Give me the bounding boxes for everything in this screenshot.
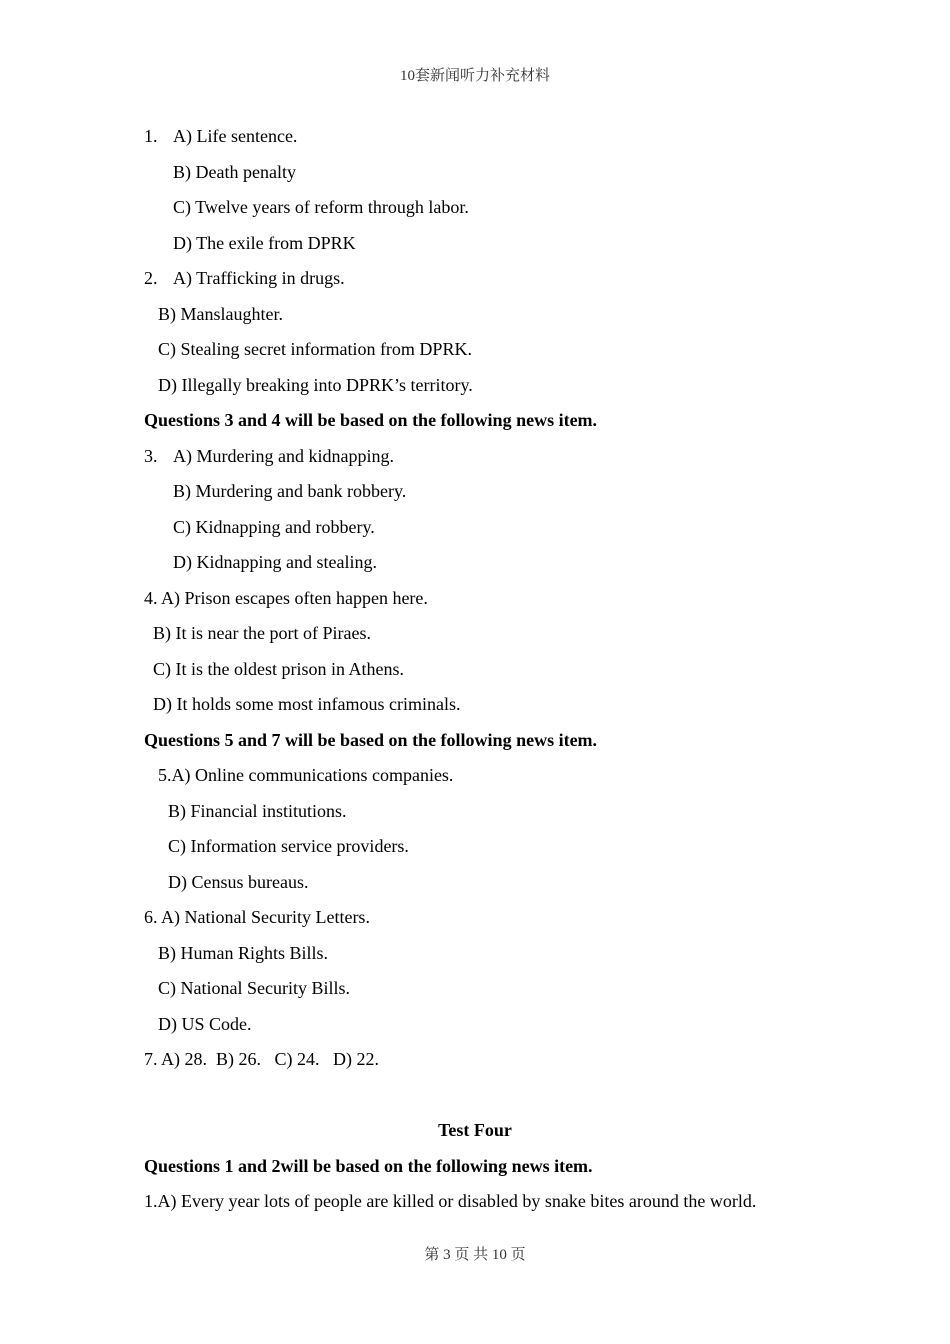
- question-1-option-c: C) Twelve years of reform through labor.: [173, 197, 469, 217]
- page-footer: 第 3 页 共 10 页: [424, 1247, 526, 1263]
- question-1-option-b: B) Death penalty: [173, 162, 296, 182]
- question-4-option-d: D) It holds some most infamous criminals.: [153, 694, 461, 714]
- question-3-option-b: B) Murdering and bank robbery.: [173, 481, 407, 501]
- test-four-question-1-option-a: 1.A) Every year lots of people are killed or disabled by snake bites around the world.: [144, 1191, 757, 1211]
- question-2-option-c: C) Stealing secret information from DPRK.: [158, 339, 472, 359]
- question-5-option-d: D) Census bureaus.: [168, 872, 309, 892]
- question-3-option-c: C) Kidnapping and robbery.: [173, 517, 375, 537]
- question-2-number: 2.: [144, 268, 158, 288]
- question-3-option-d: D) Kidnapping and stealing.: [173, 552, 377, 572]
- section-heading-questions-5-7: Questions 5 and 7 will be based on the following news item.: [144, 730, 598, 750]
- page-header: 10套新闻听力补充材料: [399, 68, 550, 84]
- question-5-option-b: B) Financial institutions.: [168, 801, 347, 821]
- question-4-option-c: C) It is the oldest prison in Athens.: [153, 659, 404, 679]
- question-2-option-d: D) Illegally breaking into DPRK’s territory.: [158, 375, 473, 395]
- question-5-option-c: C) Information service providers.: [168, 836, 409, 856]
- question-3-number: 3.: [144, 446, 158, 466]
- question-1-number: 1.: [144, 126, 158, 146]
- section-heading-test-four-questions-1-2: Questions 1 and 2will be based on the following news item.: [144, 1156, 593, 1176]
- question-2-option-a: A) Trafficking in drugs.: [173, 268, 345, 288]
- question-1-option-a: A) Life sentence.: [173, 126, 298, 146]
- test-four-title: Test Four: [438, 1120, 512, 1140]
- question-4-option-b: B) It is near the port of Piraes.: [153, 623, 371, 643]
- question-2-option-b: B) Manslaughter.: [158, 304, 283, 324]
- question-3-option-a: A) Murdering and kidnapping.: [173, 446, 394, 466]
- question-6-option-a: 6. A) National Security Letters.: [144, 907, 370, 927]
- question-6-option-c: C) National Security Bills.: [158, 978, 350, 998]
- question-7-options: 7. A) 28. B) 26. C) 24. D) 22.: [144, 1049, 379, 1069]
- question-6-option-d: D) US Code.: [158, 1014, 252, 1034]
- section-heading-questions-3-4: Questions 3 and 4 will be based on the following news item.: [144, 410, 598, 430]
- question-1-option-d: D) The exile from DPRK: [173, 233, 356, 253]
- question-6-option-b: B) Human Rights Bills.: [158, 943, 329, 963]
- question-4-option-a: 4. A) Prison escapes often happen here.: [144, 588, 428, 608]
- question-5-option-a: 5.A) Online communications companies.: [158, 765, 454, 785]
